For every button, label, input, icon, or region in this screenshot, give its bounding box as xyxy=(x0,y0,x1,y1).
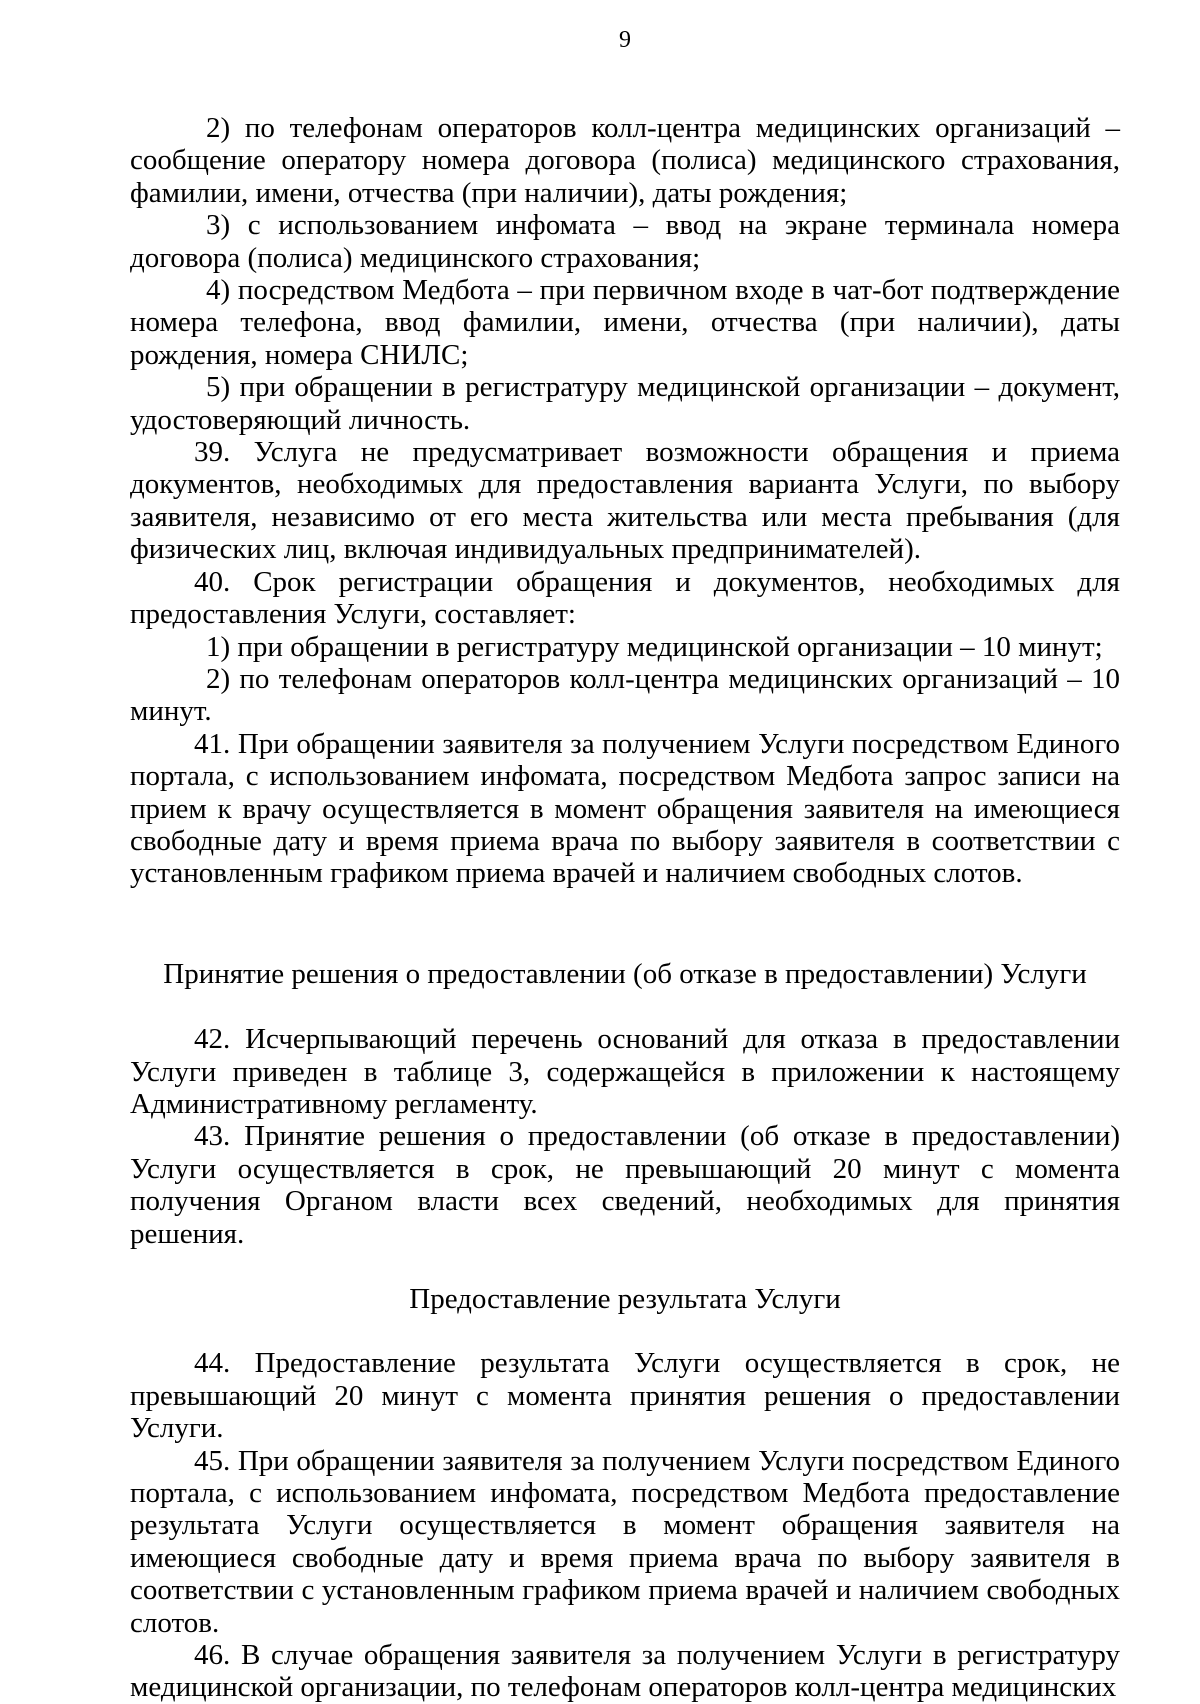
paragraph-item-5-registry: 5) при обращении в регистратуру медицинской организации – документ, удостоверяющий личность. xyxy=(130,371,1120,436)
paragraph-42: 42. Исчерпывающий перечень оснований для отказа в предоставлении Услуги приведен в таблице 3, содержащейся в приложении к настоящему Административному регламенту. xyxy=(130,1023,1120,1120)
paragraph-45: 45. При обращении заявителя за получением Услуги посредством Единого портала, с использованием инфомата, посредством Медбота предоставление результата Услуги осуществляется в момент обращения заявителя на имеющиеся свободные дату и время приема врача по выбору заявителя в соответствии с установленным графиком приема врачей и наличием свободных слотов. xyxy=(130,1444,1120,1639)
paragraph-40: 40. Срок регистрации обращения и документов, необходимых для предоставления Услуги, составляет: xyxy=(130,565,1120,631)
document-body xyxy=(130,112,1120,1704)
paragraph-41: 41. При обращении заявителя за получением Услуги посредством Единого портала, с использованием инфомата, посредством Медбота запрос записи на прием к врачу осуществляется в момент обращения заявителя на имеющиеся свободные дату и время приема врача по выбору заявителя в соответствии с установленным графиком приема врачей и наличием свободных слотов. xyxy=(130,727,1120,890)
paragraph-43: 43. Принятие решения о предоставлении (об отказе в предоставлении) Услуги осуществляется в срок, не превышающий 20 минут с момента получения Органом власти всех сведений, необходимых для принятия решения. xyxy=(130,1120,1120,1250)
paragraph-40-item-1: 1) при обращении в регистратуру медицинской организации – 10 минут; xyxy=(206,630,1103,663)
section-heading-result: Предоставление результата Услуги xyxy=(409,1283,841,1315)
paragraph-item-2-phone: 2) по телефонам операторов колл-центра медицинских организаций – сообщение оператору номера договора (полиса) медицинского страхования, фамилии, имени, отчества (при наличии), даты рождения; xyxy=(130,112,1120,209)
paragraph-item-3-infomat: 3) с использованием инфомата – ввод на экране терминала номера договора (полиса) медицинского страхования; xyxy=(130,209,1120,274)
paragraph-40-item-2: 2) по телефонам операторов колл-центра медицинских организаций – 10 минут. xyxy=(130,662,1120,728)
paragraph-46: 46. В случае обращения заявителя за получением Услуги в регистратуру медицинской организации, по телефонам операторов колл-центра медицинских xyxy=(130,1639,1120,1704)
paragraph-item-4-medbot: 4) посредством Медбота – при первичном входе в чат-бот подтверждение номера телефона, ввод фамилии, имени, отчества (при наличии), даты рождения, номера СНИЛС; xyxy=(130,274,1120,371)
section-heading-decision: Принятие решения о предоставлении (об отказе в предоставлении) Услуги xyxy=(163,957,1087,990)
paragraph-39: 39. Услуга не предусматривает возможности обращения и приема документов, необходимых для предоставления варианта Услуги, по выбору заявителя, независимо от его места жительства или места пребывания (для физических лиц, включая индивидуальных предпринимателей). xyxy=(130,436,1120,566)
paragraph-44: 44. Предоставление результата Услуги осуществляется в срок, не превышающий 20 минут с момента принятия решения о предоставлении Услуги. xyxy=(130,1347,1120,1445)
page-number: 9 xyxy=(619,27,631,53)
